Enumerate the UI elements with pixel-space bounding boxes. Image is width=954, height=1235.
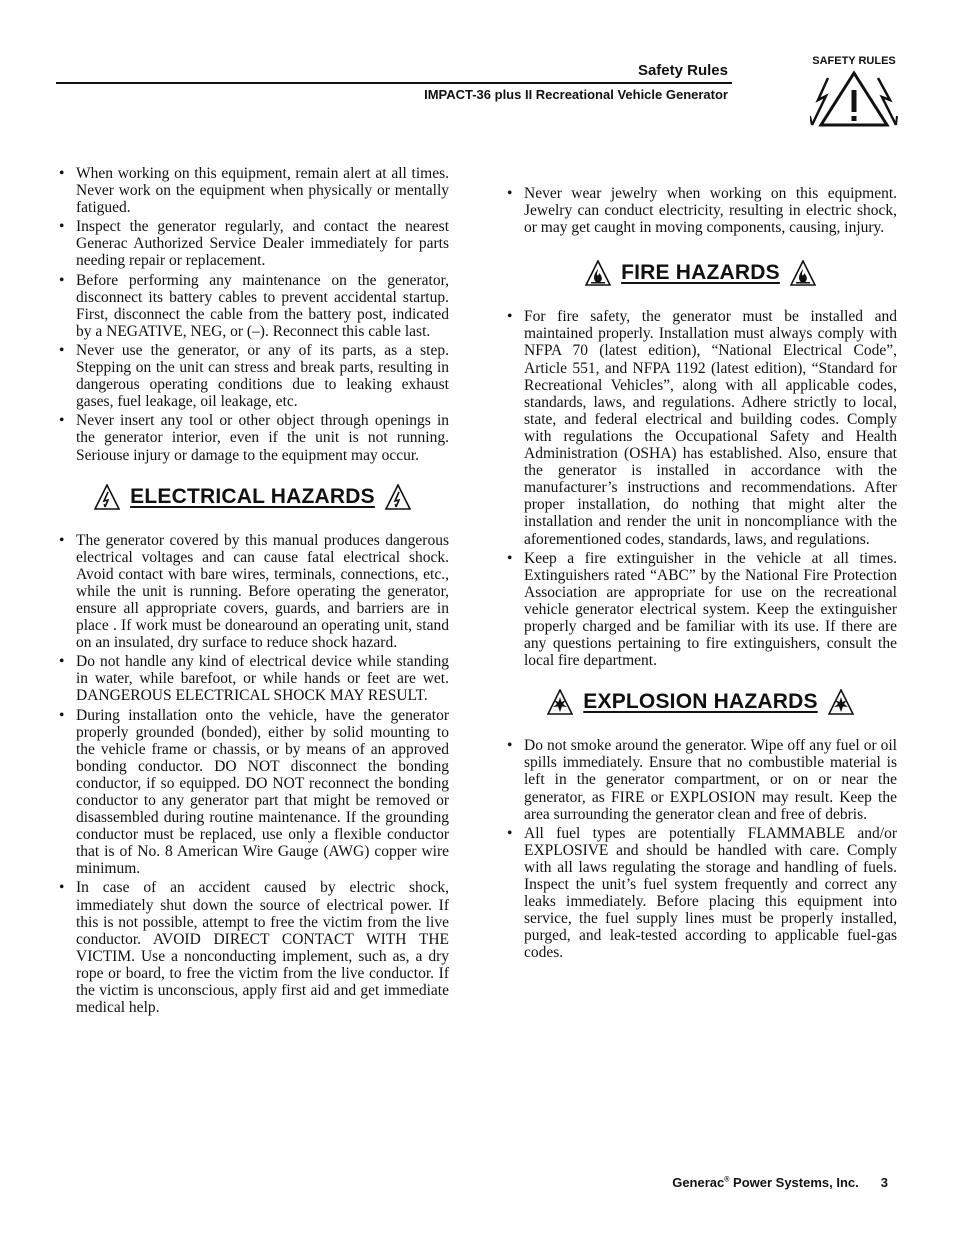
- badge-label: SAFETY RULES: [812, 55, 896, 67]
- list-item: • In case of an accident caused by electric shock, immediately shut down the source of electrical power. If this is not possible, attempt to free the victim from the live conductor. AVOID DIRECT CONTACT WITH THE VICTIM. Use a nonconducting implement, such as, a dry rope or board, to free the victim from the live conductor. If the victim is unconscious, apply first aid and get immediate medical help.: [56, 879, 449, 1016]
- fire-hazard-icon: [790, 260, 816, 286]
- header-rule: [56, 82, 732, 84]
- section-title: ELECTRICAL HAZARDS: [130, 484, 375, 508]
- fire-hazards-heading: [504, 254, 897, 292]
- list-item: • Never wear jewelry when working on this equipment. Jewelry can conduct electricity, resulting in electric shock, or may get caught in moving components, causing, injury.: [504, 185, 897, 236]
- list-item: • Never use the generator, or any of its parts, as a step. Stepping on the unit can stress and break parts, resulting in dangerous operating conditions due to leaking exhaust gases, fuel leakage, oil leakage, etc.: [56, 342, 449, 410]
- footer-company: Generac: [672, 1175, 725, 1190]
- list-item: • Do not smoke around the generator. Wipe off any fuel or oil spills immediately. Ensure that no combustible material is left in the generator compartment, or on or near the generator, as FIRE or EXPLOSION may result. Keep the area surrounding the generator clean and free of debris.: [504, 737, 897, 822]
- header-section-title: Safety Rules: [637, 62, 728, 79]
- list-item: • Before performing any maintenance on the generator, disconnect its battery cables to prevent accidental startup. First, disconnect the cable from the battery post, indicated by a NEGATIVE, NEG, or (–). Reconnect this cable last.: [56, 272, 449, 340]
- section-title: FIRE HAZARDS: [621, 261, 780, 285]
- electrical-hazard-icon: [94, 484, 120, 510]
- electrical-hazards-list: [56, 532, 449, 1017]
- jewelry-safety-list: [504, 185, 897, 236]
- list-item: • Never insert any tool or other object through openings in the generator interior, even if the unit is not running. Seriouse injury or damage to the equipment may occur.: [56, 412, 449, 463]
- explosion-hazard-icon: [828, 689, 854, 715]
- list-item: • The generator covered by this manual produces dangerous electrical voltages and can cause fatal electrical shock. Avoid contact with bare wires, terminals, connections, etc., while the unit is running. Before operating the generator, ensure all appropriate covers, guards, and barriers are in place . If work must be donearound an operating unit, stand on an insulated, dry surface to reduce shock hazard.: [56, 532, 449, 652]
- list-item: • Do not handle any kind of electrical device while standing in water, while barefoot, or while hands or feet are wet. DANGEROUS ELECTRICAL SHOCK MAY RESULT.: [56, 653, 449, 704]
- explosion-hazard-icon: [547, 689, 573, 715]
- explosion-hazards-heading: [504, 683, 897, 721]
- list-item: • When working on this equipment, remain alert at all times. Never work on the equipment when physically or mentally fatigued.: [56, 165, 449, 216]
- page-number: 3: [880, 1175, 888, 1190]
- general-safety-list: [56, 165, 449, 464]
- electrical-hazards-heading: [56, 478, 449, 516]
- registered-mark: ®: [724, 1176, 730, 1184]
- list-item: • During installation onto the vehicle, have the generator properly grounded (bonded), either by solid mounting to the vehicle frame or chassis, or by means of an approved bonding conductor. DO NOT disconnect the bonding conductor, if so equipped. DO NOT reconnect the bonding conductor to any generator part that might be removed or disassembled during routine maintenance. If the grounding conductor must be replaced, use only a flexible conductor that is of No. 8 American Wire Gauge (AWG) copper wire minimum.: [56, 707, 449, 878]
- footer-company-rest: Power Systems, Inc.: [729, 1175, 859, 1190]
- warning-lightning-icon: [810, 70, 898, 128]
- left-column: [56, 165, 449, 1018]
- list-item: • Keep a fire extinguisher in the vehicle at all times. Extinguishers rated “ABC” by the National Fire Protection Association are appropriate for use on the recreational vehicle generator electrical system. Keep the extinguisher properly charged and be familiar with its use. If there are any questions pertaining to fire extinguishers, consult the local fire department.: [504, 550, 897, 670]
- explosion-hazards-list: [504, 737, 897, 961]
- section-title: EXPLOSION HAZARDS: [583, 690, 818, 714]
- list-item: • All fuel types are potentially FLAMMABLE and/or EXPLOSIVE and should be handled with care. Comply with all laws regulating the storage and handling of fuels. Inspect the unit’s fuel system frequently and correct any leaks immediately. Before placing this equipment into service, the fuel supply lines must be properly installed, purged, and leak-tested according to applicable fuel-gas codes.: [504, 825, 897, 962]
- electrical-hazard-icon: [385, 484, 411, 510]
- header-subtitle: IMPACT-36 plus II Recreational Vehicle Generator: [424, 87, 728, 102]
- list-item: • Inspect the generator regularly, and contact the nearest Generac Authorized Service Dealer immediately for parts needing repair or replacement.: [56, 218, 449, 269]
- safety-rules-badge: [806, 55, 902, 127]
- fire-hazard-icon: [585, 260, 611, 286]
- right-column: [504, 185, 897, 963]
- list-item: • For fire safety, the generator must be installed and maintained properly. Installation must always comply with NFPA 70 (latest edition), “National Electrical Code”, Article 551, and NFPA 1192 (latest edition), “Standard for Recreational Vehicles”, along with all applicable codes, standards, laws, and regulations. Adhere strictly to local, state, and federal electrical and building codes. Comply with regulations the Occupational Safety and Health Administration (OSHA) has established. Also, ensure that the generator is installed in accordance with the manufacturer’s instructions and recommendations. After proper installation, do nothing that might alter the installation and render the unit in noncompliance with the aforementioned codes, standards, laws, and regulations.: [504, 308, 897, 547]
- page-footer: [672, 1175, 888, 1190]
- fire-hazards-list: [504, 308, 897, 669]
